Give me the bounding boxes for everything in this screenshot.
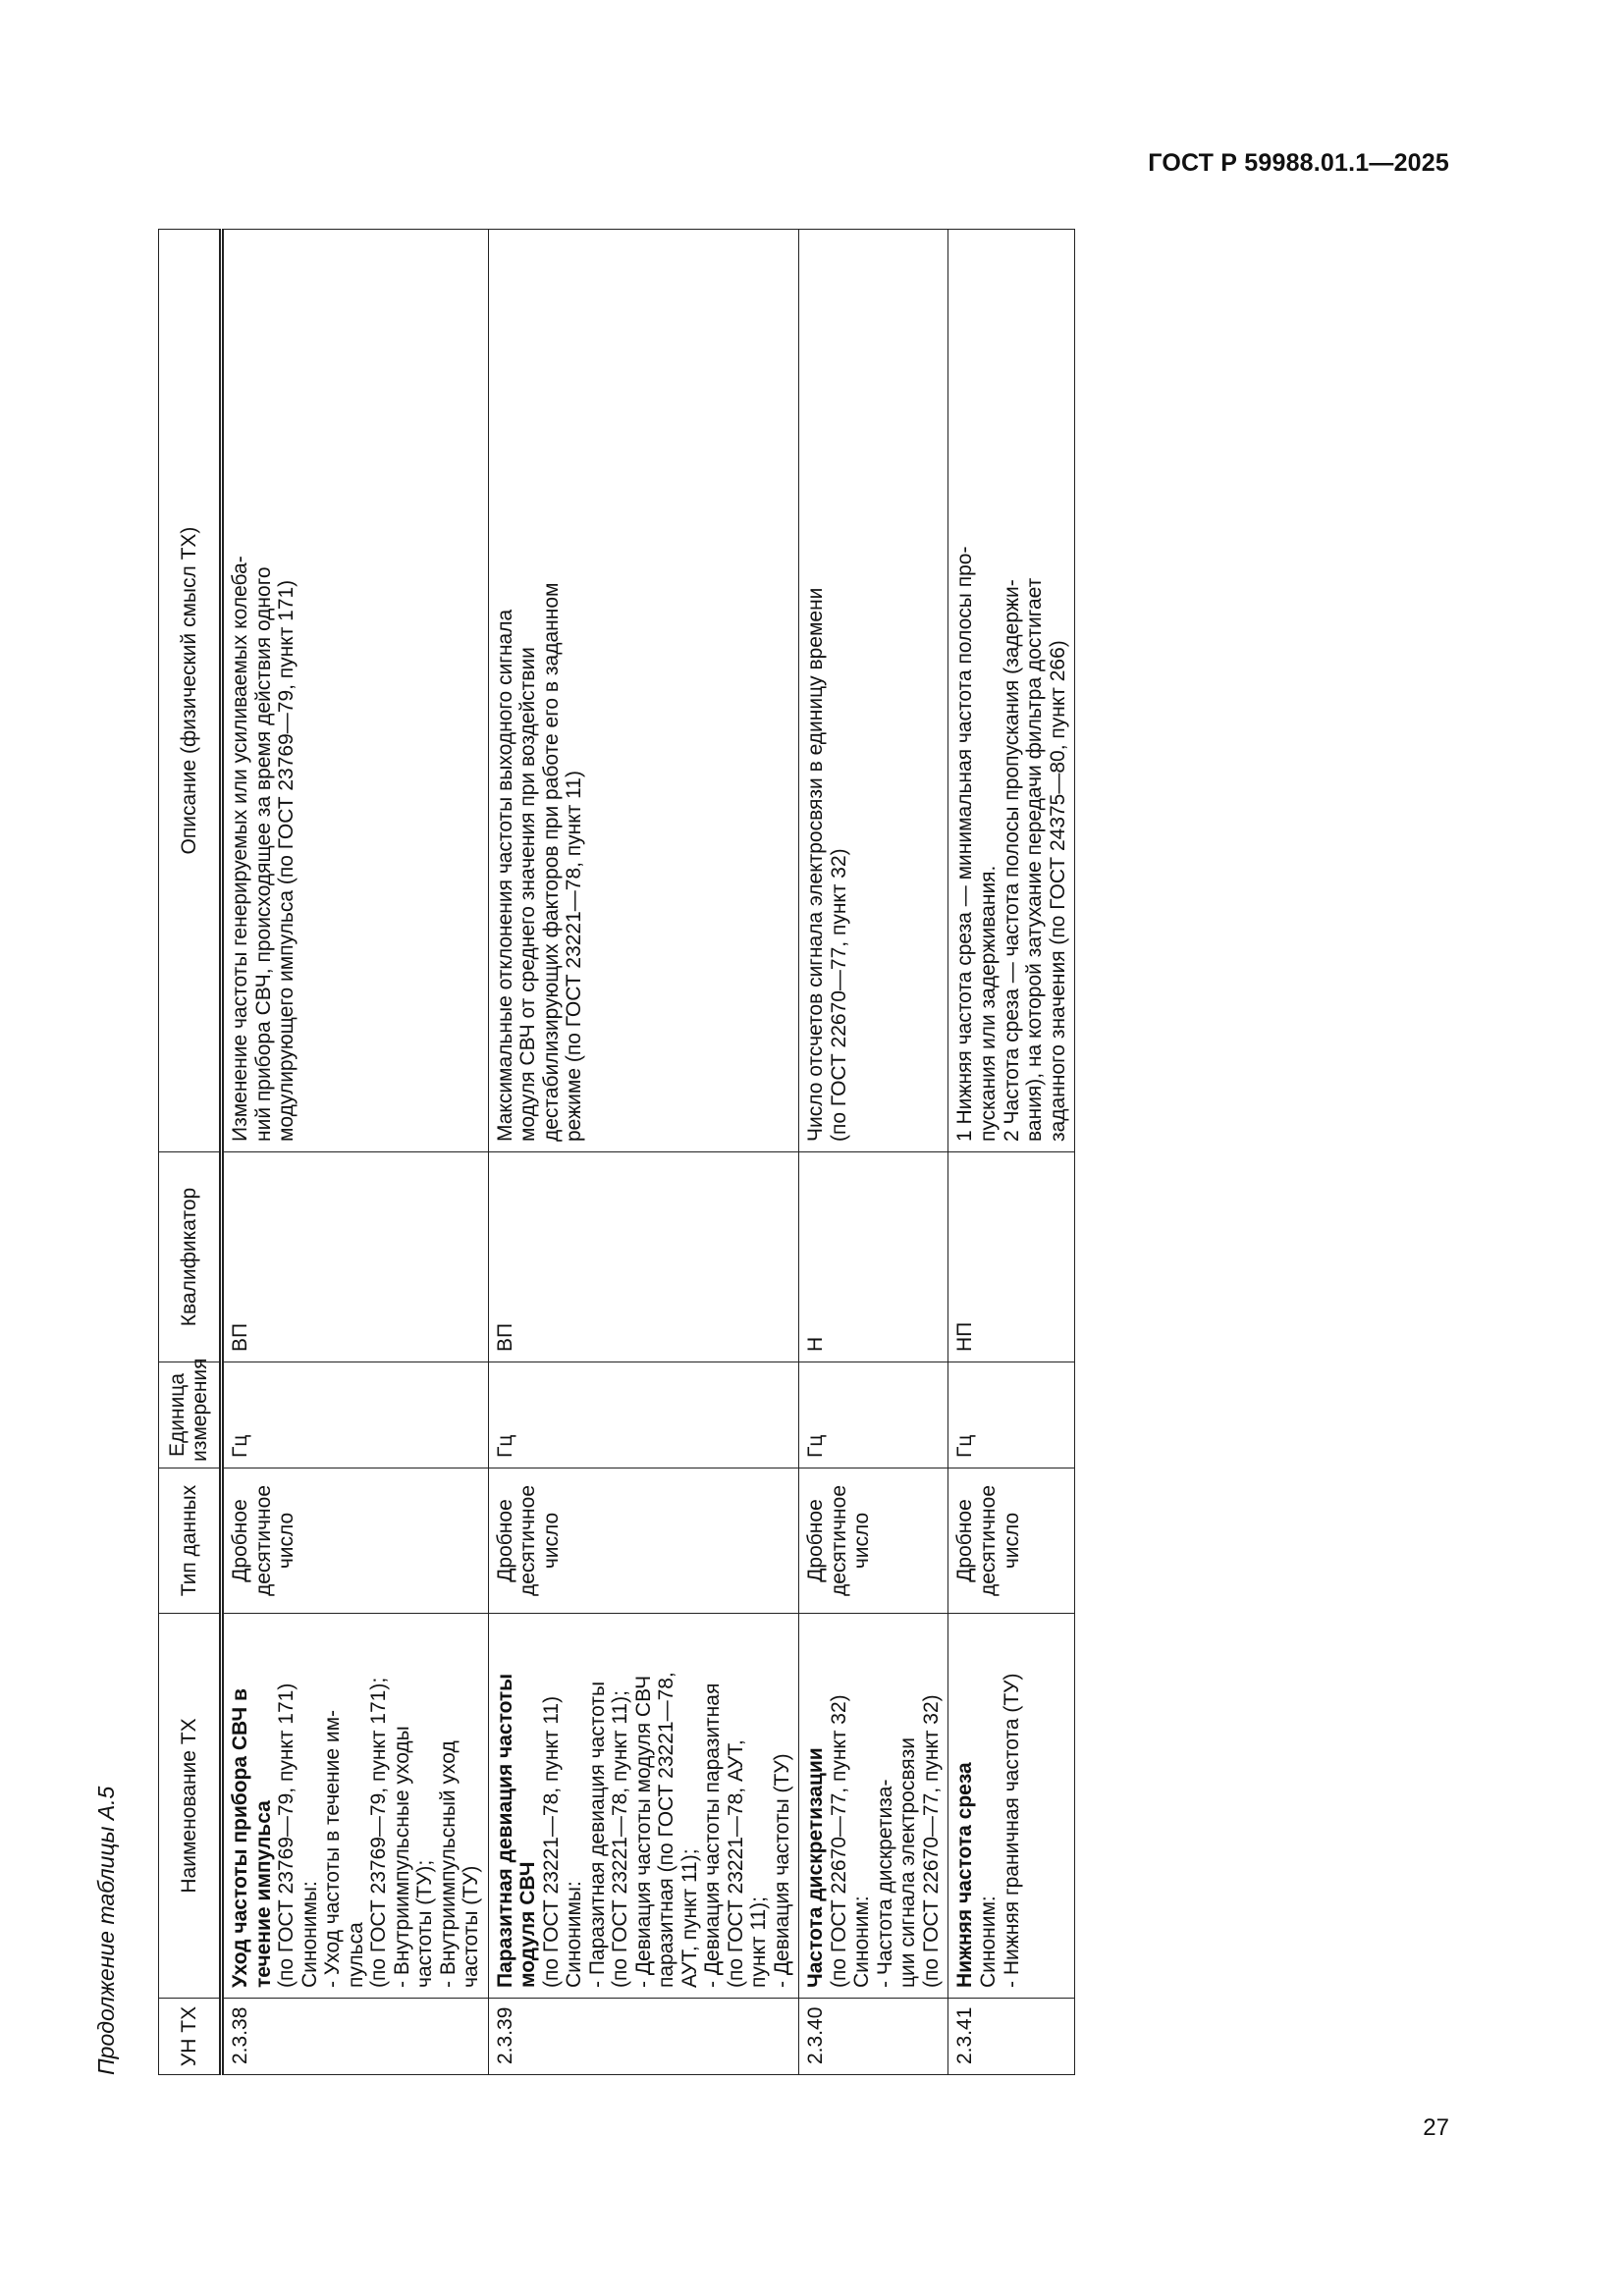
row-description-line: Максимальные отклонения частоты выходного сигнала xyxy=(493,609,516,1142)
row-id: 2.3.39 xyxy=(488,1999,799,2075)
row-name-line: (по ГОСТ 22670—77, пункт 32) xyxy=(919,1694,943,1988)
row-unit: Гц xyxy=(799,1362,948,1468)
row-name xyxy=(222,1614,489,1999)
column-header-type: Тип данных xyxy=(159,1468,222,1614)
row-data-type: Дробное десятичное число xyxy=(222,1468,489,1614)
row-unit: Гц xyxy=(222,1362,489,1468)
row-qualifier: ВП xyxy=(222,1152,489,1362)
row-description-line: Число отсчетов сигнала электросвязи в единицу времени xyxy=(804,587,828,1142)
row-name-title: Уход частоты прибора СВЧ в течение импульса xyxy=(229,1688,275,1988)
row-unit: Гц xyxy=(488,1362,799,1468)
row-id: 2.3.41 xyxy=(948,1999,1075,2075)
row-name-line: (по ГОСТ 23221—78, пункт 11) xyxy=(539,1695,563,1988)
row-id: 2.3.40 xyxy=(799,1999,948,2075)
column-header-qualifier: Квалификатор xyxy=(159,1152,222,1362)
row-description xyxy=(948,230,1075,1152)
table-row xyxy=(799,230,948,2075)
row-name-title: Нижняя частота среза xyxy=(953,1762,977,1988)
row-name-line: - Нижняя граничная частота (ТУ) xyxy=(1000,1673,1023,1988)
rotated-table-page xyxy=(93,230,1355,2075)
row-data-type: Дробное десятичное число xyxy=(948,1468,1075,1614)
row-name-line: (по ГОСТ 23769—79, пункт 171) xyxy=(275,1682,298,1988)
row-description-line: заданного значения (по ГОСТ 24375—80, пункт 266) xyxy=(1046,640,1069,1142)
row-qualifier: ВП xyxy=(488,1152,799,1362)
row-description-line: (по ГОСТ 22670—77, пункт 32) xyxy=(827,848,850,1142)
row-description-line: 2 Частота среза — частота полосы пропускания (задержи- xyxy=(1000,579,1023,1142)
row-name-line: - Девиация частоты модуля СВЧ xyxy=(631,1675,655,1988)
row-name-line: ции сигнала электросвязи xyxy=(896,1737,920,1988)
characteristics-table xyxy=(158,229,1075,2075)
row-name-line: - Внутриимпульсный уход xyxy=(436,1740,460,1988)
row-qualifier: НП xyxy=(948,1152,1075,1362)
row-description xyxy=(488,230,799,1152)
row-name-line: - Девиация частоты (ТУ) xyxy=(770,1753,793,1988)
row-name-line: - Внутриимпульсные уходы xyxy=(390,1726,413,1988)
row-name-line: Синоним: xyxy=(850,1896,874,1988)
row-name-line: частоты (ТУ) xyxy=(460,1865,483,1988)
row-name-line: частоты (ТУ); xyxy=(413,1859,437,1988)
row-description xyxy=(222,230,489,1152)
table-header-row xyxy=(159,230,222,2075)
row-description-line: 1 Нижняя частота среза — минимальная частота полосы про- xyxy=(953,546,977,1142)
row-name-line: - Уход частоты в течение им- xyxy=(321,1709,345,1988)
column-header-unit xyxy=(159,1358,222,1468)
row-description-line: ний прибора СВЧ, происходящее за время действия одного xyxy=(251,566,275,1142)
row-qualifier: Н xyxy=(799,1152,948,1362)
table-row xyxy=(948,230,1075,2075)
row-name xyxy=(948,1614,1075,1999)
row-name-line: паразитная (по ГОСТ 23221—78, xyxy=(655,1672,678,1988)
table-row xyxy=(222,230,489,2075)
row-id: 2.3.38 xyxy=(222,1999,489,2075)
column-header-description: Описание (физический смысл ТХ) xyxy=(159,230,222,1152)
table-caption: Продолжение таблицы А.5 xyxy=(93,1786,119,2075)
row-name xyxy=(488,1614,799,1999)
row-name-line: пульса xyxy=(344,1922,367,1988)
row-name-title: Паразитная девиация частоты модуля СВЧ xyxy=(493,1673,540,1988)
row-unit: Гц xyxy=(948,1362,1075,1468)
row-name-line: (по ГОСТ 23221—78, пункт 11); xyxy=(609,1690,632,1988)
table-container xyxy=(158,230,1075,2075)
row-name-line: (по ГОСТ 23221—78, АУТ, xyxy=(724,1739,747,1988)
row-description-line: модуля СВЧ от среднего значения при воздействии xyxy=(516,647,540,1142)
column-header-id: УН ТХ xyxy=(159,1999,222,2075)
row-data-type: Дробное десятичное число xyxy=(488,1468,799,1614)
row-name-line: - Частота дискретиза- xyxy=(873,1779,896,1988)
row-description-line: вания), на которой затухание передачи фильтра достигает xyxy=(1023,577,1047,1142)
row-name xyxy=(799,1614,948,1999)
row-description-line: модулирующего импульса (по ГОСТ 23769—79, пункт 171) xyxy=(275,579,298,1142)
row-name-line: - Паразитная девиация частоты xyxy=(585,1681,609,1988)
row-name-line: (по ГОСТ 22670—77, пункт 32) xyxy=(827,1694,850,1988)
row-description xyxy=(799,230,948,1152)
row-description-line: пускания или задерживания. xyxy=(976,865,1000,1142)
column-header-unit-line2: измерения xyxy=(188,1358,211,1462)
row-name-line: пункт 11); xyxy=(747,1896,771,1988)
column-header-unit-line1: Единица xyxy=(166,1372,189,1458)
row-description-line: дестабилизирующих факторов при работе его в заданном xyxy=(539,582,563,1142)
table-row xyxy=(488,230,799,2075)
row-name-line: АУТ, пункт 11); xyxy=(677,1848,701,1988)
row-name-line: Синонимы: xyxy=(298,1881,321,1988)
row-name-line: (по ГОСТ 23769—79, пункт 171); xyxy=(367,1677,391,1988)
row-data-type: Дробное десятичное число xyxy=(799,1468,948,1614)
column-header-name: Наименование ТХ xyxy=(159,1614,222,1999)
row-description-line: Изменение частоты генерируемых или усиливаемых колеба- xyxy=(229,556,251,1142)
row-description-line: режиме (по ГОСТ 23221—78, пункт 11) xyxy=(563,771,586,1142)
document-code: ГОСТ Р 59988.01.1—2025 xyxy=(1148,149,1449,177)
page-number: 27 xyxy=(1423,2114,1449,2141)
row-name-title: Частота дискретизации xyxy=(804,1747,828,1988)
row-name-line: Синоним: xyxy=(976,1896,1000,1988)
row-name-line: - Девиация частоты паразитная xyxy=(701,1682,725,1988)
row-name-line: Синонимы: xyxy=(563,1881,586,1988)
